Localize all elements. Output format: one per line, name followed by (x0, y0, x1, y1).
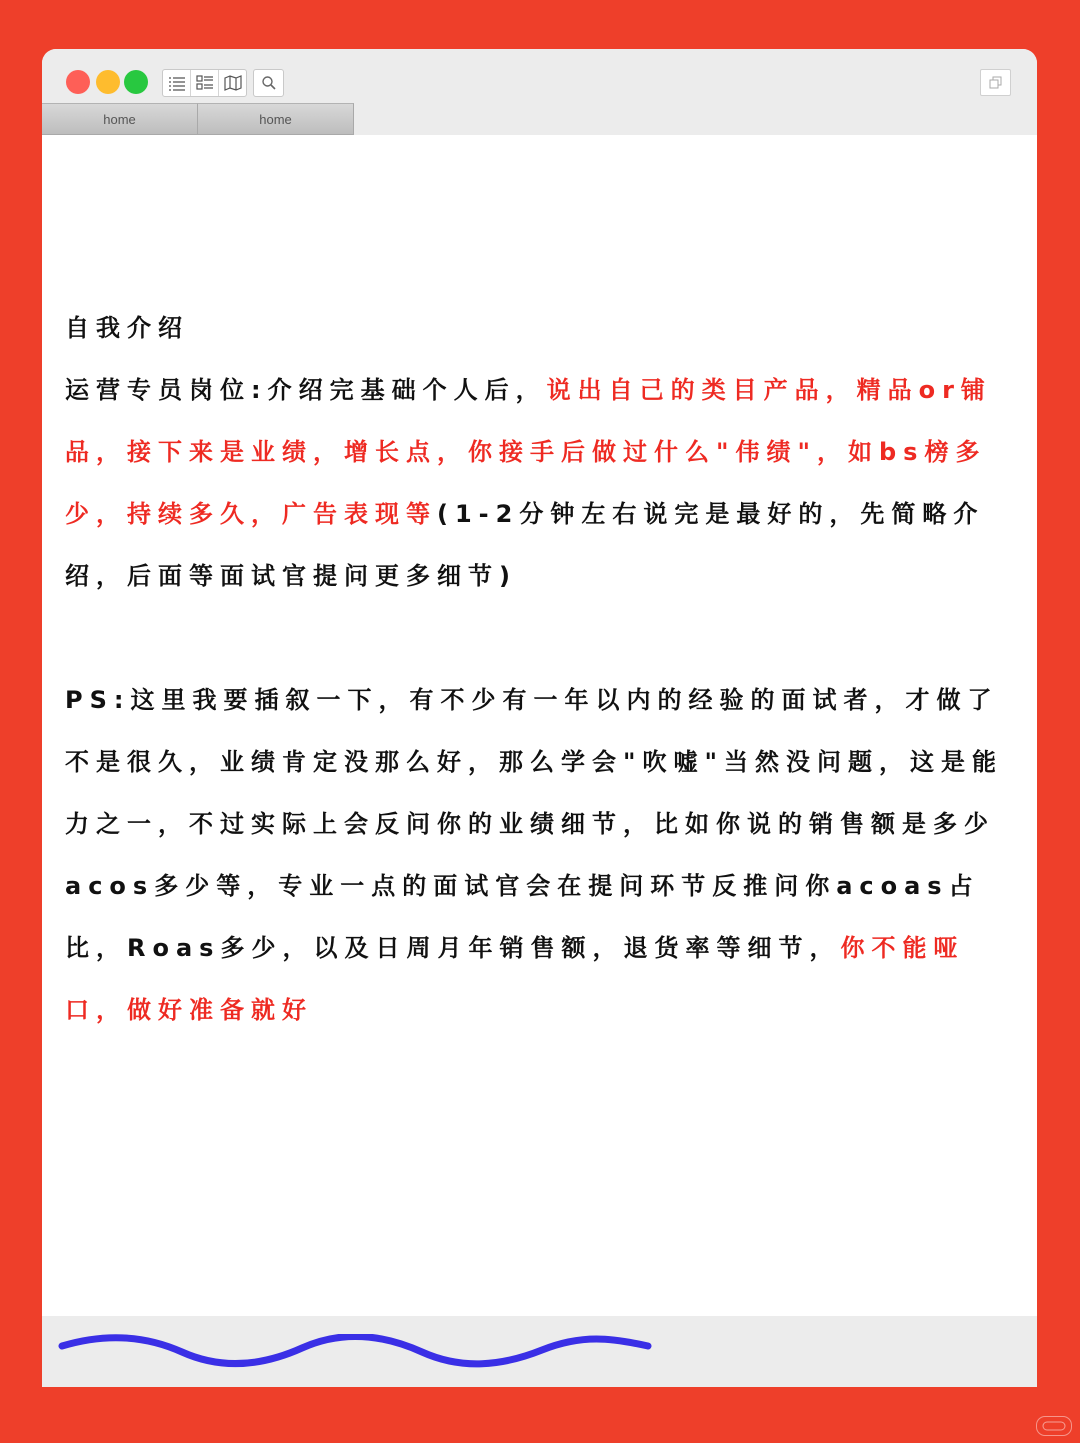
wavy-underline-decoration (56, 1334, 656, 1374)
maximize-window-button[interactable] (124, 70, 148, 94)
browser-window (42, 49, 1037, 1387)
intro-highlight: 说出自己的类目产品，精品or铺品，接下来是业绩，增长点，你接手后做过什么"伟绩"，如bs榜多少，持续多久，广告表现等 (65, 376, 992, 528)
outline-icon (196, 75, 214, 91)
view-toolbar (162, 69, 247, 97)
watermark-badge (1036, 1416, 1072, 1436)
ps-highlight: 你不能哑口，做好准备就好 (65, 934, 965, 1024)
map-view-button[interactable] (219, 70, 246, 96)
title-bar (42, 49, 1037, 135)
watermark-logo (1042, 1421, 1066, 1431)
ps-paragraph (65, 669, 1020, 1041)
close-window-button[interactable] (66, 70, 90, 94)
minimize-window-button[interactable] (96, 70, 120, 94)
search-button[interactable] (253, 69, 284, 97)
copy-icon (989, 76, 1003, 90)
intro-text-2: (1-2分钟左右说完是最好的，先简略介绍，后面等面试官提问更多细节) (65, 500, 985, 590)
page-title: 自我介绍 (65, 314, 189, 342)
list-view-button[interactable] (163, 70, 191, 96)
list-icon (168, 75, 186, 91)
search-icon (261, 75, 277, 91)
tab-bar (42, 103, 354, 135)
intro-paragraph (65, 359, 1020, 607)
map-icon (224, 75, 242, 91)
outline-view-button[interactable] (191, 70, 219, 96)
footer-bar (42, 1316, 1037, 1387)
ps-text: PS:这里我要插叙一下，有不少有一年以内的经验的面试者，才做了不是很久，业绩肯定没那么好，那么学会"吹嘘"当然没问题，这是能力之一，不过实际上会反问你的业绩细节，比如你说的销售额是多少acos多少等，专业一点的面试官会在提问环节反推问你acoas占比，Roas多少，以及日周月年销售额，退货率等细节， (65, 686, 1004, 962)
paragraph-gap (65, 607, 1020, 669)
article-content (65, 297, 1020, 1041)
copy-button[interactable] (980, 69, 1011, 96)
tab-home-2[interactable]: home (198, 103, 354, 135)
tab-home-1[interactable]: home (42, 103, 198, 135)
intro-text-1: 运营专员岗位:介绍完基础个人后， (65, 376, 547, 404)
